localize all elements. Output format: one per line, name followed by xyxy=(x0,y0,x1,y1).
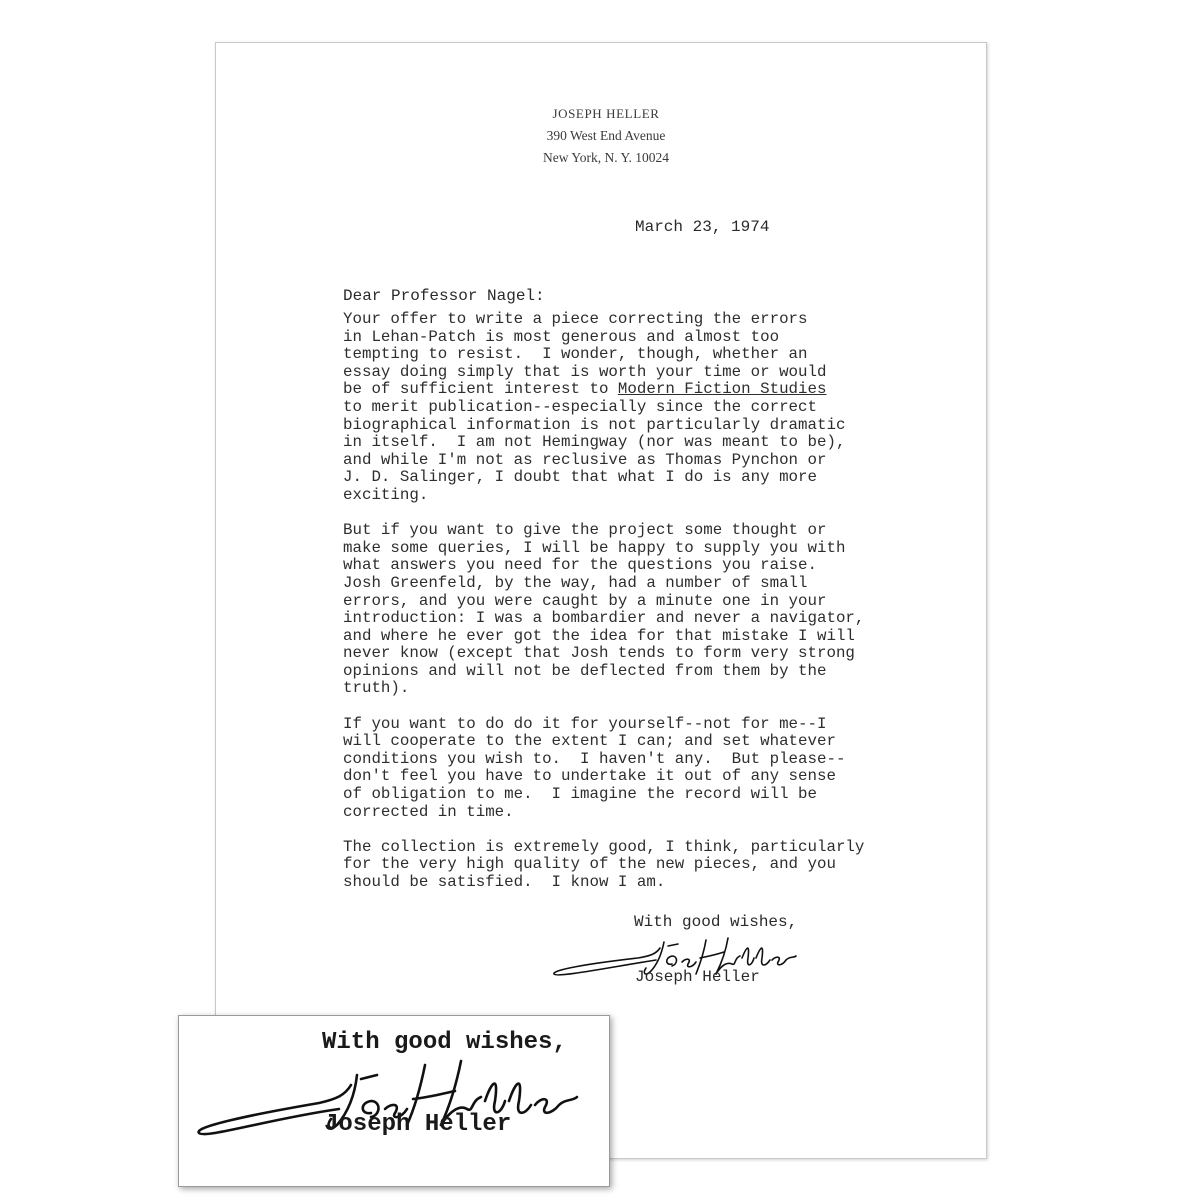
body-line: of obligation to me. I imagine the record will be xyxy=(343,785,817,804)
body-line: introduction: I was a bombardier and never a navigator, xyxy=(343,609,865,628)
body-line: tempting to resist. I wonder, though, whether an xyxy=(343,345,808,364)
inset-typed-name: Joseph Heller xyxy=(324,1111,512,1138)
body-line: errors, and you were caught by a minute one in your xyxy=(343,591,827,610)
body-line: will cooperate to the extent I can; and set whatever xyxy=(343,732,836,751)
paragraph-3 xyxy=(343,716,963,822)
body-line: never know (except that Josh tends to form very strong xyxy=(343,644,855,663)
body-line: what answers you need for the questions you raise. xyxy=(343,556,817,575)
paragraph-4 xyxy=(343,839,963,892)
inset-handwritten-signature xyxy=(189,1051,609,1161)
body-line: to merit publication--especially since the correct xyxy=(343,397,817,416)
body-line: biographical information is not particularly dramatic xyxy=(343,415,846,434)
letter-page xyxy=(215,42,987,1159)
paragraph-1 xyxy=(343,311,963,505)
body-line: don't feel you have to undertake it out of any sense xyxy=(343,767,836,786)
body-line: should be satisfied. I know I am. xyxy=(343,873,666,891)
body-line: exciting. xyxy=(343,485,429,504)
body-line: But if you want to give the project some thought or xyxy=(343,521,827,540)
body-line: truth). xyxy=(343,679,410,698)
body-line: in itself. I am not Hemingway (nor was meant to be), xyxy=(343,433,846,452)
letterhead-city: New York, N. Y. 10024 xyxy=(542,150,669,165)
letterhead-name: JOSEPH HELLER xyxy=(552,106,660,121)
letterhead xyxy=(516,103,696,169)
paragraph-2 xyxy=(343,522,963,698)
letterhead-street: 390 West End Avenue xyxy=(546,128,666,143)
body-line: Josh Greenfeld, by the way, had a number of small xyxy=(343,573,808,592)
body-line: make some queries, I will be happy to supply you with xyxy=(343,538,846,557)
body-line: If you want to do do it for yourself--not for me--I xyxy=(343,714,827,733)
salutation: Dear Professor Nagel: xyxy=(343,287,545,305)
letter-body xyxy=(343,311,963,909)
body-line: and where he ever got the idea for that mistake I will xyxy=(343,626,855,645)
closing: With good wishes, xyxy=(634,913,798,931)
body-line: corrected in time. xyxy=(343,802,514,821)
body-line: for the very high quality of the new pieces, and you xyxy=(343,855,836,874)
signature-detail-inset xyxy=(178,1015,610,1187)
letter-date: March 23, 1974 xyxy=(635,218,770,236)
body-line: and while I'm not as reclusive as Thomas Pynchon or xyxy=(343,450,827,469)
body-line: Your offer to write a piece correcting the errors xyxy=(343,310,808,328)
body-line: The collection is extremely good, I think, particularly xyxy=(343,837,865,856)
inset-closing: With good wishes, xyxy=(322,1029,567,1056)
body-line: conditions you wish to. I haven't any. But please-- xyxy=(343,749,846,768)
journal-title: Modern Fiction Studies xyxy=(617,380,827,399)
body-line-prefix: be of sufficient interest to xyxy=(343,380,618,399)
typed-name: Joseph Heller xyxy=(635,968,760,986)
body-line: opinions and will not be deflected from them by the xyxy=(343,661,827,680)
body-line: J. D. Salinger, I doubt that what I do is any more xyxy=(343,468,817,487)
body-line-with-title xyxy=(343,381,963,399)
body-line: in Lehan-Patch is most generous and almost too xyxy=(343,327,780,346)
body-line: essay doing simply that is worth your time or would xyxy=(343,362,827,381)
